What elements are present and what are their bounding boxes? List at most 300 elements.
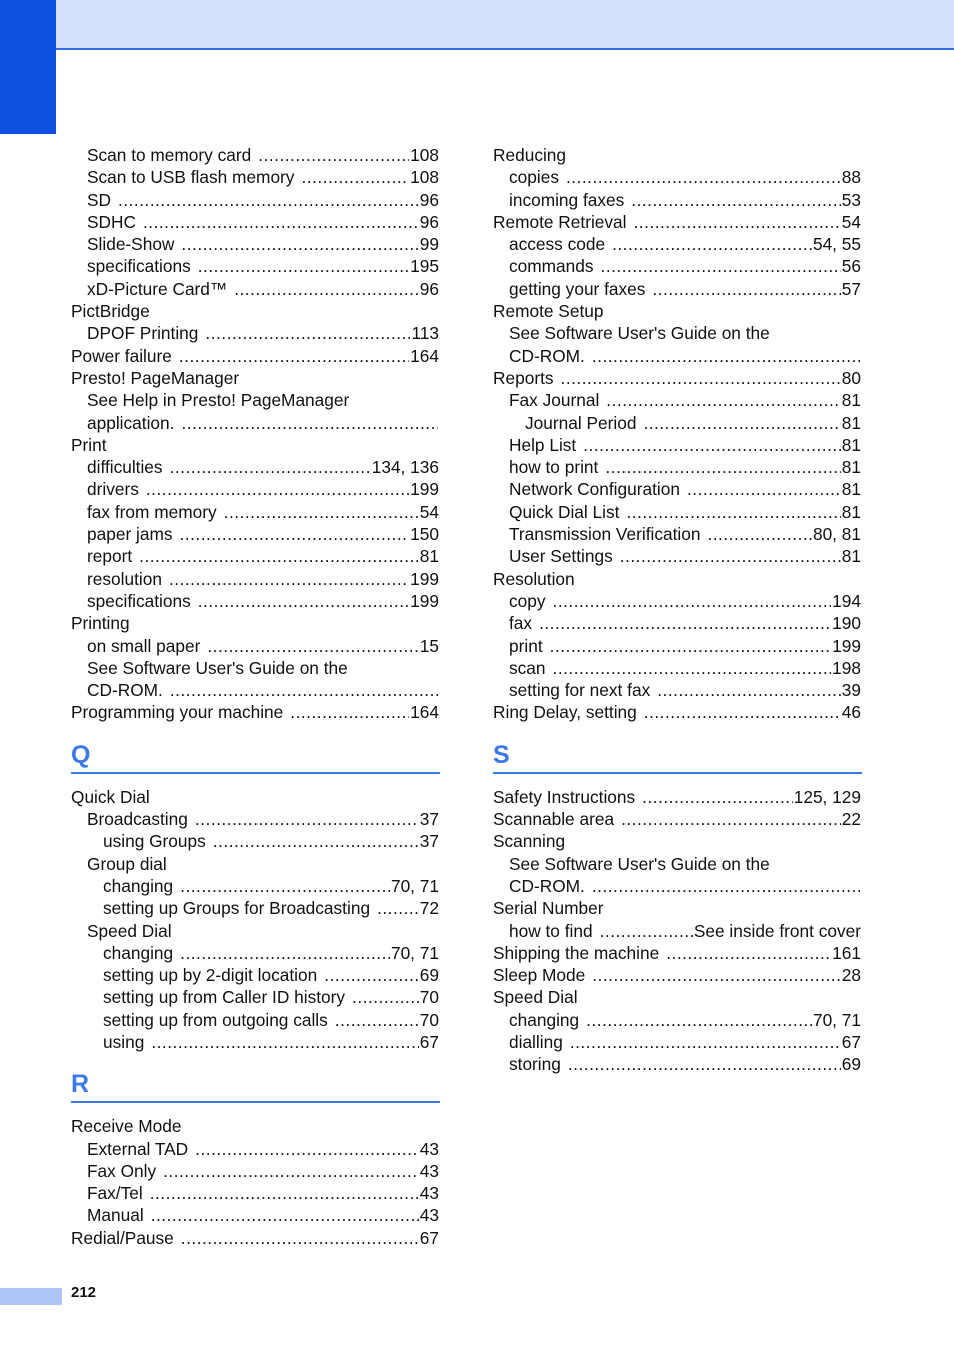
entry-label: Safety Instructions — [493, 786, 636, 807]
index-entry — [71, 786, 439, 808]
dot-leader — [592, 964, 841, 986]
entry-page: 70, 71 — [812, 1009, 861, 1030]
index-section-s — [493, 740, 861, 774]
index-entry — [493, 897, 861, 919]
entry-label: Redial/Pause — [71, 1227, 174, 1248]
index-subentry — [493, 166, 861, 188]
entry-label: resolution — [87, 568, 162, 589]
dot-leader — [550, 635, 832, 657]
entry-page: 134, 136 — [371, 457, 439, 478]
entry-label: Serial Number — [493, 898, 604, 919]
index-subentry — [493, 1009, 861, 1031]
index-entry — [71, 1115, 439, 1137]
entry-page: 96 — [419, 211, 439, 232]
index-entry — [493, 986, 861, 1008]
entry-label: Fax/Tel — [87, 1183, 143, 1204]
index-subentry — [71, 1182, 439, 1204]
dot-leader — [198, 590, 409, 612]
entry-label: Programming your machine — [71, 702, 284, 723]
dot-leader — [592, 875, 860, 897]
index-subentry — [493, 412, 861, 434]
index-section-q — [71, 740, 439, 774]
dot-leader — [170, 679, 438, 701]
entry-label: Print — [71, 434, 107, 455]
index-subentry — [493, 278, 861, 300]
entry-label: Scannable area — [493, 809, 615, 830]
index-entry — [71, 367, 439, 389]
index-subentry — [71, 166, 439, 188]
dot-leader — [301, 166, 409, 188]
entry-label: using Groups — [103, 831, 206, 852]
index-subentry — [71, 189, 439, 211]
index-subentry — [493, 920, 861, 942]
index-subentry — [71, 875, 439, 897]
entry-page: 67 — [419, 1031, 439, 1052]
entry-page: 70, 71 — [390, 875, 439, 896]
dot-leader — [553, 657, 832, 679]
entry-label: Presto! PageManager — [71, 367, 240, 388]
entry-page: 54 — [841, 211, 861, 232]
entry-label: CD-ROM. — [509, 345, 585, 366]
index-subentry — [71, 964, 439, 986]
index-subentry — [71, 942, 439, 964]
entry-label: changing — [103, 942, 174, 963]
dot-leader — [583, 434, 841, 456]
entry-label: xD-Picture Card™ — [87, 278, 228, 299]
index-entry — [493, 300, 861, 322]
entry-page: 99 — [419, 234, 439, 255]
index-entry — [71, 300, 439, 322]
dot-leader — [377, 897, 419, 919]
entry-page: 199 — [410, 590, 439, 611]
entry-page: 69 — [841, 1054, 861, 1075]
index-subentry — [493, 657, 861, 679]
entry-label: Ring Delay, setting — [493, 702, 637, 723]
index-entry — [71, 701, 439, 723]
entry-label: Scan to memory card — [87, 145, 252, 165]
index-entry — [493, 144, 861, 166]
entry-page: 199 — [410, 479, 439, 500]
section-rule — [71, 1101, 440, 1103]
index-subentry — [71, 920, 439, 942]
entry-label: See Help in Presto! PageManager — [87, 390, 350, 411]
dot-leader — [612, 233, 812, 255]
entry-page: 37 — [419, 809, 439, 830]
entry-label: Scanning — [493, 831, 566, 852]
index-entry — [493, 367, 861, 389]
entry-label: CD-ROM. — [509, 875, 585, 896]
entry-label: External TAD — [87, 1138, 189, 1159]
entry-label: Fax Only — [87, 1160, 157, 1181]
dot-leader — [146, 478, 409, 500]
index-entry — [71, 612, 439, 634]
entry-page: 15 — [419, 635, 439, 656]
entry-page: 81 — [841, 501, 861, 522]
dot-leader — [621, 808, 841, 830]
entry-page: 81 — [841, 412, 861, 433]
entry-page: 54, 55 — [812, 234, 861, 255]
entry-label: setting up Groups for Broadcasting — [103, 898, 371, 919]
index-subentry — [493, 523, 861, 545]
entry-page: 81 — [419, 546, 439, 567]
section-letter: R — [71, 1070, 90, 1099]
dot-leader — [586, 1009, 812, 1031]
dot-leader — [626, 501, 840, 523]
entry-label: commands — [509, 256, 594, 277]
index-subentry — [493, 501, 861, 523]
dot-leader — [606, 389, 840, 411]
footer-band — [0, 1288, 62, 1305]
index-subentry — [71, 657, 439, 679]
entry-label: CD-ROM. — [87, 680, 163, 701]
index-subentry — [71, 1009, 439, 1031]
index-subentry — [71, 897, 439, 919]
dot-leader — [179, 345, 409, 367]
index-subentry — [71, 590, 439, 612]
index-subentry — [71, 478, 439, 500]
index-entry — [71, 434, 439, 456]
entry-label: DPOF Printing — [87, 323, 199, 344]
dot-leader — [207, 635, 418, 657]
entry-page: 164 — [410, 702, 439, 723]
entry-label: Help List — [509, 434, 577, 455]
dot-leader — [170, 456, 371, 478]
entry-label: Speed Dial — [493, 987, 578, 1008]
index-section-r — [71, 1069, 439, 1103]
index-entry — [493, 964, 861, 986]
dot-leader — [605, 456, 840, 478]
index-subentry — [493, 1031, 861, 1053]
index-entry — [493, 808, 861, 830]
entry-label: Printing — [71, 613, 130, 634]
entry-label: Quick Dial List — [509, 501, 620, 522]
entry-page: 113 — [411, 323, 439, 344]
index-subentry — [71, 679, 439, 701]
dot-leader — [224, 501, 419, 523]
dot-leader — [601, 255, 841, 277]
index-subentry — [493, 456, 861, 478]
section-rule — [493, 772, 862, 774]
entry-label: Scan to USB flash memory — [87, 167, 295, 188]
entry-page: 67 — [419, 1227, 439, 1248]
entry-label: changing — [509, 1009, 580, 1030]
dot-leader — [553, 590, 832, 612]
entry-page: 108 — [410, 145, 439, 165]
section-letter: Q — [71, 740, 91, 769]
dot-leader — [213, 830, 419, 852]
dot-leader — [643, 412, 840, 434]
entry-page: 28 — [841, 965, 861, 986]
index-subentry — [493, 590, 861, 612]
index-column-left — [71, 144, 439, 1249]
dot-leader — [652, 278, 840, 300]
dot-leader — [642, 786, 793, 808]
index-subentry — [71, 1138, 439, 1160]
dot-leader — [600, 920, 693, 942]
entry-page: 96 — [419, 189, 439, 210]
entry-label: SD — [87, 189, 112, 210]
entry-label: print — [509, 635, 543, 656]
index-subentry — [71, 523, 439, 545]
index-subentry — [493, 233, 861, 255]
dot-leader — [181, 233, 418, 255]
dot-leader — [198, 255, 409, 277]
entry-label: Fax Journal — [509, 390, 600, 411]
index-subentry — [71, 322, 439, 344]
dot-leader — [592, 345, 860, 367]
entry-page: See inside front cover — [693, 920, 861, 941]
entry-page: 39 — [841, 680, 861, 701]
entry-page: 195 — [410, 256, 439, 277]
entry-label: Network Configuration — [509, 479, 680, 500]
index-entry — [493, 830, 861, 852]
index-subentry — [71, 1204, 439, 1226]
entry-page: 43 — [419, 1160, 439, 1181]
entry-page: 72 — [419, 898, 439, 919]
dot-leader — [566, 166, 841, 188]
entry-label: Journal Period — [525, 412, 637, 433]
index-subentry — [493, 434, 861, 456]
header-band — [0, 0, 954, 50]
entry-label: setting up from outgoing calls — [103, 1009, 328, 1030]
index-subentry — [71, 635, 439, 657]
entry-label: Reports — [493, 367, 554, 388]
index-entry — [493, 568, 861, 590]
entry-label: report — [87, 546, 133, 567]
entry-label: Quick Dial — [71, 786, 150, 807]
entry-label: drivers — [87, 479, 139, 500]
index-subentry — [493, 545, 861, 567]
entry-label: difficulties — [87, 457, 163, 478]
index-subentry — [71, 456, 439, 478]
entry-label: using — [103, 1031, 145, 1052]
dot-leader — [290, 701, 409, 723]
dot-leader — [169, 568, 409, 590]
dot-leader — [150, 1182, 419, 1204]
entry-label: SDHC — [87, 211, 136, 232]
entry-label: copy — [509, 590, 546, 611]
index-subentry — [493, 875, 861, 897]
entry-page: 70, 71 — [390, 942, 439, 963]
entry-label: Slide-Show — [87, 234, 175, 255]
index-entry — [71, 345, 439, 367]
index-entry — [493, 701, 861, 723]
dot-leader — [195, 1138, 419, 1160]
index-subentry — [71, 808, 439, 830]
index-subentry — [71, 568, 439, 590]
dot-leader — [335, 1009, 419, 1031]
entry-label: Remote Setup — [493, 301, 604, 322]
index-subentry — [71, 233, 439, 255]
entry-page: 57 — [841, 278, 861, 299]
dot-leader — [139, 545, 419, 567]
entry-page: 150 — [410, 524, 439, 545]
index-entry — [493, 942, 861, 964]
entry-label: Receive Mode — [71, 1116, 182, 1137]
entry-label: Power failure — [71, 345, 172, 366]
dot-leader — [324, 964, 419, 986]
index-subentry — [493, 1053, 861, 1075]
index-subentry — [71, 211, 439, 233]
index-subentry — [493, 255, 861, 277]
entry-page: 43 — [419, 1138, 439, 1159]
section-letter: S — [493, 740, 510, 769]
entry-page: 37 — [419, 831, 439, 852]
section-rule — [71, 772, 440, 774]
index-subentry — [493, 389, 861, 411]
entry-page: 199 — [410, 568, 439, 589]
index-subentry — [493, 189, 861, 211]
index-subentry — [71, 412, 439, 434]
index-subentry — [71, 501, 439, 523]
dot-leader — [181, 1227, 419, 1249]
entry-label: Remote Retrieval — [493, 211, 627, 232]
entry-label: specifications — [87, 590, 191, 611]
entry-label: setting up by 2-digit location — [103, 965, 318, 986]
dot-leader — [561, 367, 841, 389]
entry-page: 198 — [832, 657, 861, 678]
index-subentry — [71, 545, 439, 567]
dot-leader — [180, 875, 390, 897]
entry-page: 80, 81 — [812, 524, 861, 545]
index-subentry — [71, 278, 439, 300]
entry-page: 54 — [419, 501, 439, 522]
index-entry — [71, 1227, 439, 1249]
dot-leader — [352, 986, 419, 1008]
dot-leader — [205, 322, 410, 344]
entry-page: 81 — [841, 434, 861, 455]
dot-leader — [180, 942, 390, 964]
index-subentry — [493, 322, 861, 344]
entry-label: specifications — [87, 256, 191, 277]
index-subentry — [493, 635, 861, 657]
entry-page: 81 — [841, 390, 861, 411]
dot-leader — [644, 701, 841, 723]
entry-label: fax from memory — [87, 501, 217, 522]
entry-label: Group dial — [87, 853, 167, 874]
dot-leader — [118, 189, 419, 211]
entry-label: how to print — [509, 457, 599, 478]
index-subentry — [493, 679, 861, 701]
dot-leader — [181, 412, 438, 434]
entry-page: 88 — [841, 167, 861, 188]
entry-label: how to find — [509, 920, 593, 941]
dot-leader — [143, 211, 419, 233]
entry-page: 43 — [419, 1183, 439, 1204]
index-subentry — [493, 345, 861, 367]
entry-label: User Settings — [509, 546, 613, 567]
entry-page: 96 — [419, 278, 439, 299]
entry-label: Reducing — [493, 145, 567, 165]
entry-page: 70 — [419, 1009, 439, 1030]
index-column-right — [493, 144, 861, 1076]
dot-leader — [657, 679, 841, 701]
entry-page: 164 — [410, 345, 439, 366]
entry-label: changing — [103, 875, 174, 896]
dot-leader — [151, 1031, 418, 1053]
entry-page: 22 — [841, 809, 861, 830]
entry-page: 56 — [841, 256, 861, 277]
entry-label: incoming faxes — [509, 189, 625, 210]
entry-label: See Software User's Guide on the — [87, 657, 348, 678]
entry-page: 70 — [419, 987, 439, 1008]
index-subentry — [71, 255, 439, 277]
dot-leader — [163, 1160, 419, 1182]
entry-page: 80 — [841, 367, 861, 388]
entry-label: on small paper — [87, 635, 201, 656]
entry-label: fax — [509, 613, 533, 634]
dot-leader — [234, 278, 419, 300]
dot-leader — [539, 612, 831, 634]
entry-label: PictBridge — [71, 301, 150, 322]
entry-label: Shipping the machine — [493, 942, 660, 963]
entry-page: 108 — [410, 167, 439, 188]
index-subentry — [71, 853, 439, 875]
dot-leader — [634, 211, 841, 233]
entry-label: setting for next fax — [509, 680, 651, 701]
entry-page: 69 — [419, 965, 439, 986]
entry-page: 81 — [841, 479, 861, 500]
page-number: 212 — [71, 1284, 97, 1301]
chapter-tab — [0, 0, 56, 134]
entry-page: 199 — [832, 635, 861, 656]
index-subentry — [493, 612, 861, 634]
entry-label: scan — [509, 657, 546, 678]
entry-label: Resolution — [493, 568, 575, 589]
dot-leader — [707, 523, 812, 545]
entry-page: 190 — [832, 613, 861, 634]
index-subentry — [71, 830, 439, 852]
entry-label: See Software User's Guide on the — [509, 853, 770, 874]
dot-leader — [666, 942, 831, 964]
dot-leader — [195, 808, 419, 830]
entry-page: 53 — [841, 189, 861, 210]
index-subentry — [493, 853, 861, 875]
entry-label: See Software User's Guide on the — [509, 323, 770, 344]
index-subentry — [493, 478, 861, 500]
entry-label: copies — [509, 167, 559, 188]
index-subentry — [71, 986, 439, 1008]
entry-page: 81 — [841, 457, 861, 478]
index-subentry — [71, 389, 439, 411]
entry-label: getting your faxes — [509, 278, 646, 299]
dot-leader — [620, 545, 841, 567]
entry-label: setting up from Caller ID history — [103, 987, 346, 1008]
entry-label: Transmission Verification — [509, 524, 701, 545]
dot-leader — [180, 523, 410, 545]
entry-page: 46 — [841, 702, 861, 723]
entry-label: access code — [509, 234, 606, 255]
index-subentry — [71, 144, 439, 166]
dot-leader — [568, 1053, 841, 1075]
entry-label: application. — [87, 412, 175, 433]
index-entry — [493, 211, 861, 233]
entry-label: Broadcasting — [87, 809, 188, 830]
entry-label: Manual — [87, 1205, 144, 1226]
index-subentry — [71, 1160, 439, 1182]
dot-leader — [151, 1204, 419, 1226]
entry-page: 43 — [419, 1205, 439, 1226]
entry-label: Sleep Mode — [493, 965, 586, 986]
entry-page: 81 — [841, 546, 861, 567]
entry-page: 67 — [841, 1031, 861, 1052]
dot-leader — [631, 189, 841, 211]
entry-label: storing — [509, 1054, 561, 1075]
dot-leader — [687, 478, 841, 500]
dot-leader — [258, 144, 409, 166]
dot-leader — [570, 1031, 841, 1053]
entry-label: Speed Dial — [87, 920, 172, 941]
